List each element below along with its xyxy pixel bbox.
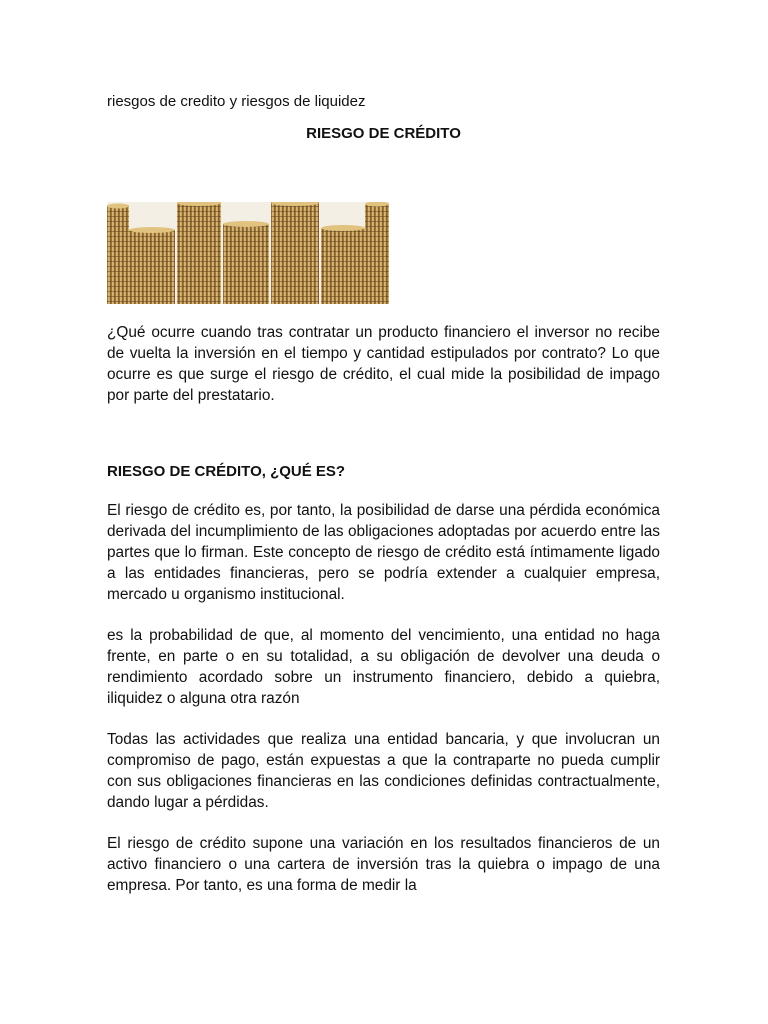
section-heading: RIESGO DE CRÉDITO, ¿QUÉ ES? xyxy=(107,463,346,480)
document-title: RIESGO DE CRÉDITO xyxy=(306,125,461,142)
body-paragraph-3: Todas las actividades que realiza una entidad bancaria, y que involucran un compromiso de pago, están expuestas a que la contraparte no pueda cumplir con sus obligaciones financieras en las condiciones definidas contractualmente, dando lugar a pérdidas. xyxy=(107,731,660,811)
body-paragraph-2: es la probabilidad de que, al momento del vencimiento, una entidad no haga frente, en parte o en su totalidad, a su obligación de devolver una deuda o rendimiento acordado sobre un instrumento financiero, debido a quiebra, iliquidez o alguna otra razón xyxy=(107,627,660,707)
body-paragraph-4: El riesgo de crédito supone una variación en los resultados financieros de un activo financiero o una cartera de inversión tras la quiebra o impago de una empresa. Por tanto, es una forma de medir la xyxy=(107,835,660,894)
intro-paragraph: ¿Qué ocurre cuando tras contratar un producto financiero el inversor no recibe de vuelta la inversión en el tiempo y cantidad estipulados por contrato? Lo que ocurre es que surge el riesgo de crédito, el cual mide la posibilidad de impago por parte del prestatario. xyxy=(107,324,660,404)
document-subject-line: riesgos de credito y riesgos de liquidez xyxy=(107,93,366,110)
body-paragraph-1: El riesgo de crédito es, por tanto, la posibilidad de darse una pérdida económica derivada del incumplimiento de las obligaciones adoptadas por acuerdo entre las partes que lo firman. Este concepto de riesgo de crédito está íntimamente ligado a las entidades financieras, pero se podría extender a cualquier empresa, mercado u organismo institucional. xyxy=(107,502,660,603)
coin-stack xyxy=(107,204,129,305)
coin-stacks-image xyxy=(107,202,389,304)
document-page xyxy=(107,92,660,896)
